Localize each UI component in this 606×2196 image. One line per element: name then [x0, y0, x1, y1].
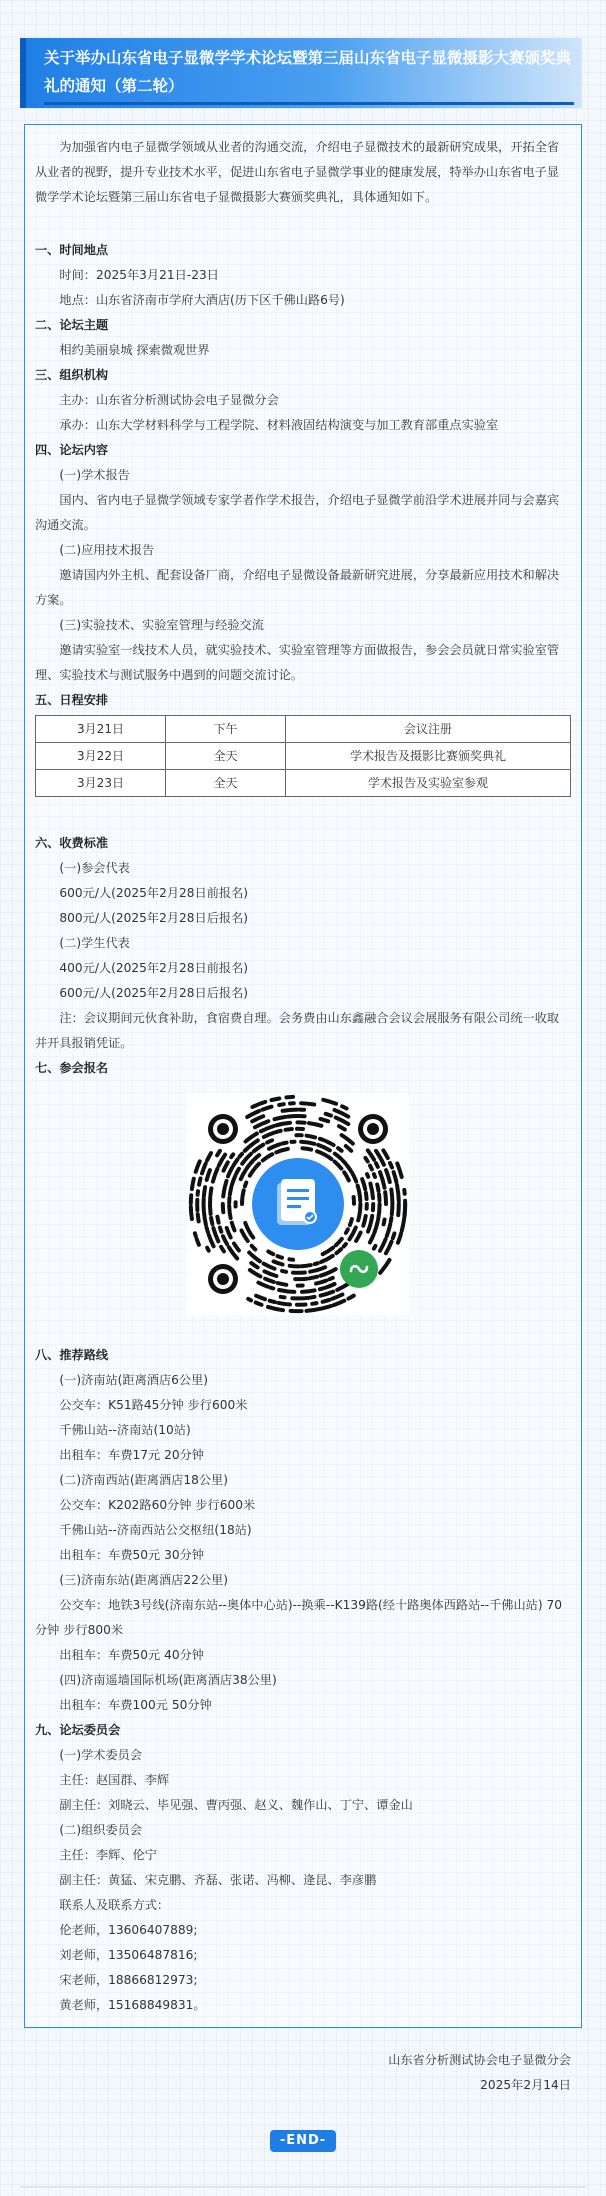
- qr-dot: [312, 1297, 315, 1298]
- qr-dot: [309, 1123, 321, 1126]
- qr-dot: [204, 1187, 205, 1196]
- signature-org: 山东省分析测试协会电子显微分会: [388, 2053, 571, 2067]
- qr-dot: [302, 1290, 315, 1292]
- section-heading-routes: 八、推荐路线: [35, 1348, 109, 1362]
- qr-dot: [402, 1218, 404, 1230]
- qr-dot: [276, 1123, 290, 1126]
- contact-title: 联系人及联系方式：: [59, 1898, 170, 1912]
- qr-dot: [404, 1201, 405, 1217]
- section-heading-schedule: 五、日程安排: [35, 693, 109, 707]
- contact-4: 黄老师，15168849831。: [59, 1998, 206, 2012]
- qr-finder-eye: [367, 1123, 379, 1135]
- fee-student-early: 400元/人(2025年2月28日前报名): [59, 961, 249, 975]
- dash-decoration: -: [319, 2133, 327, 2148]
- qr-dot: [374, 1174, 375, 1177]
- content-b-text: 邀请国内外主机、配套设备厂商，介绍电子显微设备最新研究进展，分享最新应用技术和解决方案。: [35, 568, 560, 607]
- qr-dot: [278, 1303, 290, 1305]
- content-a-title: (一)学术报告: [59, 468, 130, 482]
- qr-dot: [276, 1131, 281, 1132]
- schedule-event: 会议注册: [286, 716, 571, 743]
- qr-dot: [370, 1166, 372, 1170]
- qr-dot: [342, 1106, 347, 1108]
- route-1-stops: 千佛山站--济南站(10站): [59, 1423, 191, 1437]
- schedule-time: 下午: [166, 716, 286, 743]
- schedule-date: 3月21日: [36, 716, 166, 743]
- intro-paragraph: 为加强省内电子显微学领域从业者的沟通交流，介绍电子显微技术的最新研究成果，开拓全省从业者的视野，提升专业技术水平，促进山东省电子显微学事业的健康发展，特举办山东省电子显微学学术论坛暨第三届山东省电子显微摄影大赛颁奖典礼，具体通知如下。: [35, 140, 560, 204]
- qr-dot: [301, 1142, 314, 1144]
- qr-dot: [358, 1204, 360, 1220]
- title-accent-bar: [20, 38, 26, 108]
- qr-dot: [221, 1247, 224, 1252]
- qr-dot: [204, 1212, 206, 1224]
- mini-program-code-graphic: [187, 1093, 409, 1315]
- qr-dot: [370, 1184, 373, 1199]
- document-icon: [277, 1179, 316, 1225]
- fee-delegate-late: 800元/人(2025年2月28日后报名): [59, 911, 249, 925]
- qr-dot: [270, 1301, 275, 1302]
- qr-dot: [307, 1309, 322, 1311]
- content-a-text: 国内、省内电子显微学领域专家学者作学术报告，介绍电子显微学前沿学术进展并同与会嘉宾沟通交流。: [35, 493, 560, 532]
- qr-dot: [338, 1148, 342, 1151]
- fee-student-title: (二)学生代表: [59, 936, 130, 950]
- qr-dot: [290, 1266, 299, 1267]
- qr-dot: [390, 1163, 392, 1168]
- qr-dot: [377, 1185, 378, 1191]
- qr-dot: [256, 1303, 262, 1305]
- qr-dot: [344, 1244, 346, 1247]
- qr-dot: [302, 1265, 311, 1266]
- route-3-taxi: 出租车：车费50元 40分钟: [59, 1648, 204, 1662]
- section-heading-registration: 七、参会报名: [35, 1061, 109, 1075]
- event-time: 时间：2025年3月21日-23日: [59, 268, 219, 282]
- qr-dot: [391, 1218, 392, 1222]
- academic-committee-title: (一)学术委员会: [59, 1748, 143, 1762]
- qr-dot: [385, 1192, 386, 1204]
- qr-dot: [384, 1220, 385, 1225]
- qr-dot: [217, 1151, 220, 1156]
- fee-student-late: 600元/人(2025年2月28日后报名): [59, 986, 249, 1000]
- qr-dot: [230, 1187, 231, 1194]
- qr-dot: [398, 1204, 399, 1215]
- qr-dot: [367, 1174, 368, 1177]
- table-row: [36, 770, 571, 797]
- host-org: 主办：山东省分析测试协会电子显微分会: [59, 393, 279, 407]
- qr-dot: [207, 1227, 209, 1232]
- qr-dot: [379, 1194, 380, 1200]
- qr-dot: [287, 1097, 294, 1098]
- route-1-taxi: 出租车：车费17元 20分钟: [59, 1448, 204, 1462]
- qr-dot: [394, 1172, 397, 1182]
- qr-dot: [320, 1139, 323, 1140]
- qr-dot: [242, 1190, 244, 1204]
- qr-dot: [374, 1246, 376, 1249]
- content-c-title: (三)实验技术、实验室管理与经验交流: [59, 618, 264, 632]
- route-2-stops: 千佛山站--济南西站公交枢纽(18站): [59, 1523, 252, 1537]
- notice-title-banner: [20, 38, 582, 108]
- qr-dot: [286, 1129, 292, 1130]
- qr-dot: [217, 1217, 218, 1223]
- signature-block: [35, 2048, 571, 2098]
- qr-dot: [303, 1148, 312, 1149]
- schedule-event: 学术报告及实验室参观: [286, 770, 571, 797]
- organizing-committee-vice: 副主任：黄猛、宋克鹏、齐磊、张诺、冯柳、逄昆、李彦鹏: [59, 1873, 377, 1887]
- qr-dot: [220, 1228, 221, 1232]
- signature-date: 2025年2月14日: [480, 2078, 571, 2092]
- qr-dot: [270, 1288, 273, 1289]
- qr-dot: [348, 1296, 353, 1299]
- qr-dot: [346, 1229, 348, 1233]
- qr-dot: [282, 1143, 286, 1144]
- qr-dot: [236, 1169, 239, 1174]
- notice-content: [35, 135, 571, 2098]
- schedule-time: 全天: [166, 770, 286, 797]
- spacer: [35, 803, 571, 831]
- schedule-event: 学术报告及摄影比赛颁奖典礼: [286, 743, 571, 770]
- qr-dot: [195, 1233, 196, 1236]
- qr-dot: [268, 1252, 273, 1255]
- qr-dot: [275, 1117, 286, 1119]
- qr-dot: [210, 1198, 211, 1214]
- qr-dot: [240, 1154, 242, 1157]
- bottom-divider: [20, 2186, 586, 2188]
- qr-dot: [310, 1277, 317, 1279]
- qr-dot: [326, 1114, 331, 1116]
- qr-dot: [343, 1161, 346, 1164]
- qr-dot: [323, 1306, 331, 1308]
- schedule-date: 3月22日: [36, 743, 166, 770]
- academic-committee-chair: 主任：赵国群、李辉: [59, 1773, 170, 1787]
- fee-note: 注：会议期间元伙食补助，食宿费自理。会务费由山东鑫融合会议会展服务有限公司统一收取并开具报销凭证。: [35, 1011, 560, 1050]
- qr-dot: [252, 1246, 256, 1250]
- qr-dot: [292, 1298, 309, 1299]
- qr-dot: [223, 1204, 224, 1212]
- table-row: [36, 743, 571, 770]
- dash-decoration: -: [279, 2133, 287, 2148]
- qr-dot: [197, 1239, 199, 1245]
- table-row: [36, 716, 571, 743]
- registration-mini-program-code[interactable]: [187, 1093, 409, 1315]
- qr-dot: [279, 1290, 294, 1292]
- end-badge: [270, 2130, 336, 2152]
- qr-dot: [211, 1218, 212, 1224]
- qr-dot: [365, 1158, 367, 1162]
- contact-3: 宋老师，18866812973;: [59, 1973, 198, 1987]
- schedule-time: 全天: [166, 743, 286, 770]
- title-underline: [44, 102, 574, 105]
- qr-dot: [321, 1119, 329, 1121]
- qr-dot: [232, 1223, 235, 1231]
- qr-dot: [393, 1233, 395, 1238]
- qr-dot: [229, 1206, 230, 1218]
- fee-delegate-title: (一)参会代表: [59, 861, 130, 875]
- qr-dot: [312, 1303, 316, 1304]
- qr-dot: [248, 1299, 251, 1301]
- qr-dot: [199, 1178, 200, 1184]
- qr-finder-eye: [217, 1273, 229, 1285]
- qr-dot: [231, 1154, 233, 1157]
- route-3-bus: 公交车：地铁3号线(济南东站--奥体中心站)--换乘--K139路(经十路奥体西路站--千佛山站) 70分钟 步行800米: [35, 1598, 562, 1637]
- route-1-bus: 公交车：K51路45分钟 步行600米: [59, 1398, 248, 1412]
- qr-dot: [278, 1256, 283, 1258]
- spacer: [35, 1315, 571, 1343]
- academic-committee-vice: 副主任：刘晓云、毕见强、曹丙强、赵义、魏作山、丁宁、谭金山: [59, 1798, 413, 1812]
- qr-dot: [192, 1179, 194, 1189]
- section-heading-content: 四、论坛内容: [35, 443, 109, 457]
- section-heading-theme: 二、论坛主题: [35, 318, 109, 332]
- event-place: 地点：山东省济南市学府大酒店(历下区千佛山路6号): [59, 293, 345, 307]
- qr-dot: [279, 1104, 284, 1105]
- qr-dot: [301, 1103, 314, 1104]
- qr-dot: [307, 1136, 316, 1138]
- qr-dot: [329, 1278, 332, 1280]
- qr-dot: [210, 1188, 211, 1195]
- qr-dot: [289, 1259, 293, 1260]
- qr-dot: [320, 1288, 323, 1289]
- qr-dot: [376, 1163, 378, 1167]
- page-title: 关于举办山东省电子显微学学术论坛暨第三届山东省电子显微摄影大赛颁奖典礼的通知（第二轮）: [44, 49, 572, 95]
- qr-dot: [191, 1207, 192, 1219]
- contact-1: 伦老师，13606407889;: [59, 1923, 198, 1937]
- qr-dot: [392, 1204, 393, 1214]
- notice-body-card: [24, 124, 582, 2092]
- qr-dot: [288, 1116, 305, 1117]
- end-label: END: [286, 2133, 320, 2148]
- fee-delegate-early: 600元/人(2025年2月28日前报名): [59, 886, 249, 900]
- qr-dot: [278, 1283, 287, 1285]
- qr-dot: [272, 1099, 280, 1101]
- content-c-text: 邀请实验室一线技术人员，就实验技术、实验室管理等方面做报告，参会会员就日常实验室管理、实验技术与测试服务中遇到的问题交流讨论。: [35, 643, 560, 682]
- route-1-title: (一)济南站(距离酒店6公里): [59, 1373, 209, 1387]
- organizer-org: 承办：山东大学材料科学与工程学院、材料液固结构演变与加工教育部重点实验室: [59, 418, 499, 432]
- qr-dot: [378, 1204, 380, 1220]
- schedule-date: 3月23日: [36, 770, 166, 797]
- qr-dot: [397, 1185, 399, 1201]
- qr-dot: [245, 1183, 246, 1187]
- qr-dot: [366, 1193, 367, 1199]
- section-heading-committee: 九、论坛委员会: [35, 1723, 121, 1737]
- qr-finder-eye: [217, 1123, 229, 1135]
- section-heading-fees: 六、收费标准: [35, 836, 109, 850]
- route-2-taxi: 出租车：车费50元 30分钟: [59, 1548, 204, 1562]
- qr-dot: [207, 1248, 209, 1251]
- qr-dot: [282, 1271, 286, 1272]
- qr-dot: [323, 1300, 330, 1302]
- route-4-taxi: 出租车：车费100元 50分钟: [59, 1698, 212, 1712]
- qr-dot: [267, 1140, 272, 1142]
- content-b-title: (二)应用技术报告: [59, 543, 155, 557]
- route-2-title: (二)济南西站(距离酒店18公里): [59, 1473, 228, 1487]
- schedule-table: [35, 715, 571, 797]
- route-2-bus: 公交车：K202路60分钟 步行600米: [59, 1498, 256, 1512]
- route-4-title: (四)济南遥墙国际机场(距离酒店38公里): [59, 1673, 277, 1687]
- qr-dot: [281, 1297, 285, 1298]
- organizing-committee-title: (二)组织委员会: [59, 1823, 143, 1837]
- forum-theme: 相约美丽泉城 探索微观世界: [59, 343, 210, 357]
- spacer: [35, 210, 571, 238]
- qr-dot: [391, 1190, 392, 1204]
- section-heading-time-place: 一、时间地点: [35, 243, 109, 257]
- organizing-committee-chair: 主任：李辉、伦宁: [59, 1848, 157, 1862]
- qr-dot: [350, 1219, 352, 1225]
- route-3-title: (三)济南东站(距离酒店22公里): [59, 1573, 228, 1587]
- qr-dot: [315, 1263, 318, 1264]
- qr-dot: [283, 1110, 298, 1111]
- qr-dot: [198, 1214, 199, 1221]
- qr-dot: [363, 1216, 365, 1226]
- contact-2: 刘老师，13506487816;: [59, 1948, 198, 1962]
- section-heading-organization: 三、组织机构: [35, 368, 109, 382]
